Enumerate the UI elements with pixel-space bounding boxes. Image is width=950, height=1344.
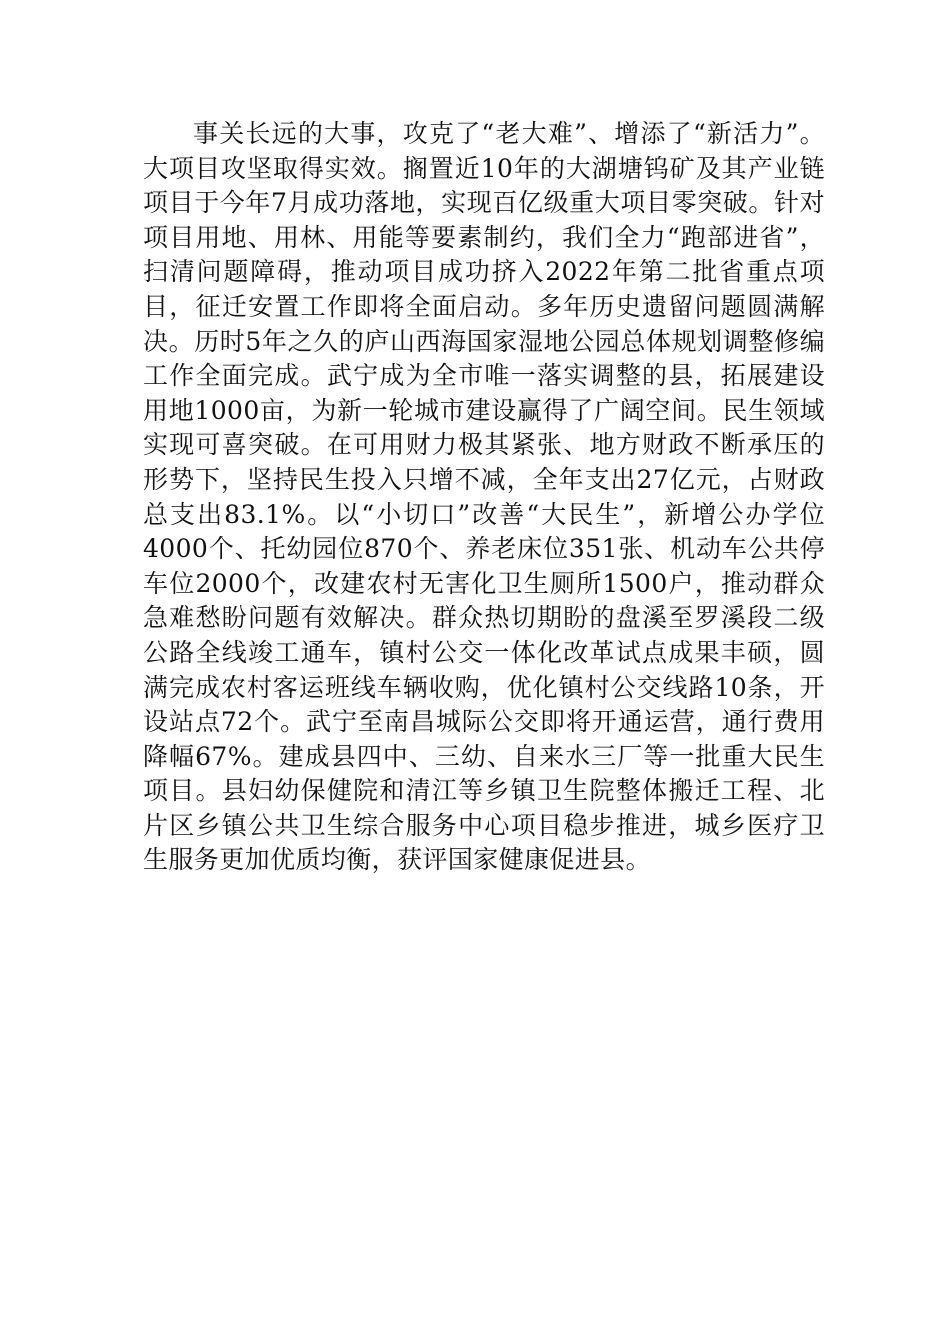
body-paragraph: 事关长远的大事，攻克了“老大难”、增添了“新活力”。大项目攻坚取得实效。搁置近10年的大湖塘钨矿及其产业链项目于今年7月成功落地，实现百亿级重大项目零突破。针对项目用地、用林、用能等要素制约，我们全力“跑部进省”，扫清问题障碍，推动项目成功挤入2022年第二批省重点项目，征迁安置工作即将全面启动。多年历史遗留问题圆满解决。历时5年之久的庐山西海国家湿地公园总体规划调整修编工作全面完成。武宁成为全市唯一落实调整的县，拓展建设用地1000亩，为新一轮城市建设赢得了广阔空间。民生领域实现可喜突破。在可用财力极其紧张、地方财政不断承压的形势下，坚持民生投入只增不减，全年支出27亿元，占财政总支出83.1%。以“小切口”改善“大民生”，新增公办学位4000个、托幼园位870个、养老床位351张、机动车公共停车位2000个，改建农村无害化卫生厕所1500户，推动群众急难愁盼问题有效解决。群众热切期盼的盘溪至罗溪段二级公路全线竣工通车，镇村公交一体化改革试点成果丰硕，圆满完成农村客运班线车辆收购，优化镇村公交线路10条，开设站点72个。武宁至南昌城际公交即将开通运营，通行费用降幅67%。建成县四中、三幼、自来水三厂等一批重大民生项目。县妇幼保健院和清江等乡镇卫生院整体搬迁工程、北片区乡镇公共卫生综合服务中心项目稳步推进，城乡医疗卫生服务更加优质均衡，获评国家健康促进县。 bbox=[143, 119, 825, 875]
